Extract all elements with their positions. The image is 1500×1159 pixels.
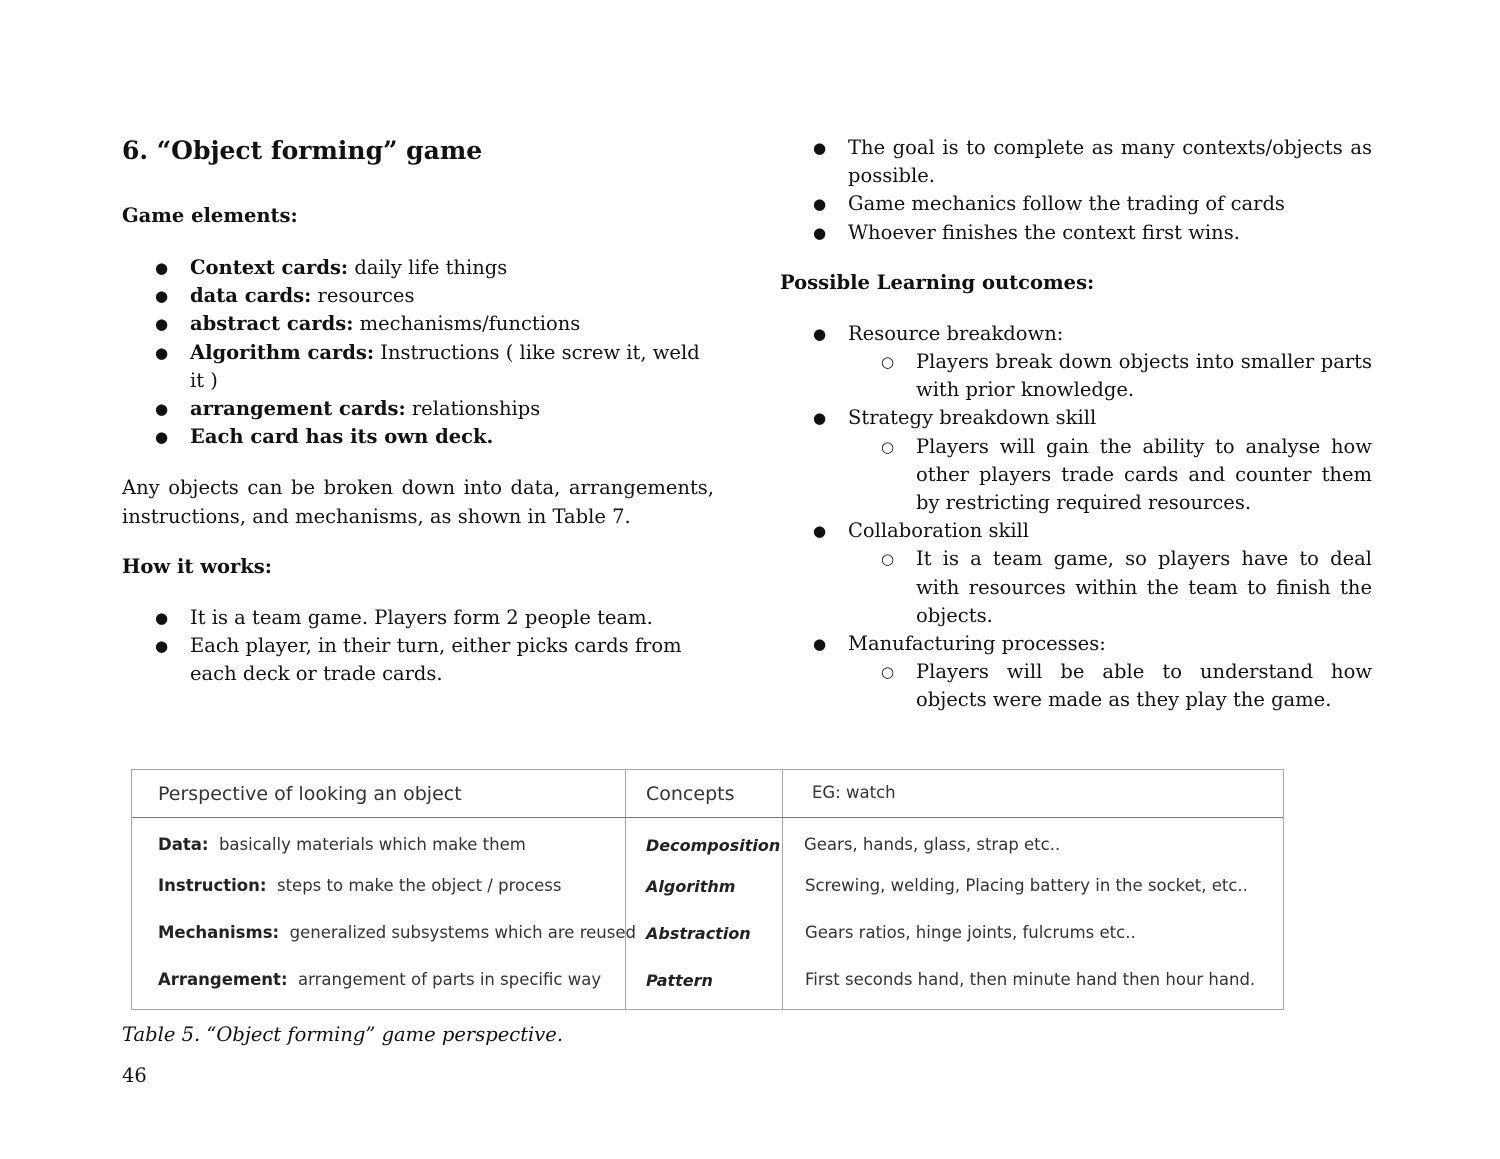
list-item: ● Each card has its own deck. <box>122 423 714 451</box>
list-item: ● Whoever finishes the context first wins. <box>780 219 1372 247</box>
sub-list-item: ○ Players will be able to understand how objects were made as they play the game. <box>848 658 1372 714</box>
concept-cell: Decomposition <box>646 836 781 855</box>
table-row: Instruction: steps to make the object / process <box>158 876 562 895</box>
header-divider <box>132 817 1283 818</box>
example-cell: Gears ratios, hinge joints, fulcrums etc.. <box>805 923 1136 942</box>
right-column <box>780 134 1372 715</box>
page-number: 46 <box>122 1064 147 1087</box>
how-it-works-list <box>122 604 714 689</box>
body-paragraph: Any objects can be broken down into data, arrangements, instructions, and mechanisms, as shown in Table 7. <box>122 476 714 528</box>
list-item: ● Game mechanics follow the trading of cards <box>780 190 1372 218</box>
list-item: ● Context cards: daily life things <box>122 254 714 282</box>
left-column <box>122 134 714 688</box>
sub-list-item: ○ Players will gain the ability to analyse how other players trade cards and counter them by restricting required resources. <box>848 433 1372 518</box>
list-item: ● abstract cards: mechanisms/functions <box>122 310 714 338</box>
list-item: ● It is a team game. Players form 2 people team. <box>122 604 714 632</box>
list-item: ● Resource breakdown: ○ Players break down objects into smaller parts with prior knowledge. <box>780 320 1372 405</box>
game-elements-heading: Game elements: <box>122 204 298 227</box>
example-cell: Screwing, welding, Placing battery in the socket, etc.. <box>805 876 1248 895</box>
how-it-works-heading: How it works: <box>122 554 272 578</box>
table-header-example: EG: watch <box>812 783 896 802</box>
list-item: ● data cards: resources <box>122 282 714 310</box>
table-header-concepts: Concepts <box>646 783 735 805</box>
list-item: ● Strategy breakdown skill ○ Players will gain the ability to analyse how other players trade cards and counter them by restricting required resources. <box>780 404 1372 517</box>
list-item: ● Manufacturing processes: ○ Players will be able to understand how objects were made as they play the game. <box>780 630 1372 715</box>
list-item: ● Collaboration skill ○ It is a team game, so players have to deal with resources within the team to finish the objects. <box>780 517 1372 630</box>
example-cell: First seconds hand, then minute hand then hour hand. <box>805 970 1256 989</box>
section-title: 6. “Object forming” game <box>122 136 483 165</box>
column-divider <box>782 770 783 1009</box>
table-row: Data: basically materials which make them <box>158 835 526 854</box>
example-cell: Gears, hands, glass, strap etc.. <box>804 835 1061 854</box>
learning-outcomes-list <box>780 320 1372 715</box>
list-item: ● Algorithm cards: Instructions ( like screw it, weld it ) <box>122 339 714 395</box>
sub-list-item: ○ Players break down objects into smaller parts with prior knowledge. <box>848 348 1372 404</box>
table-caption: Table 5. “Object forming” game perspective. <box>122 1023 564 1046</box>
table-row: Mechanisms: generalized subsystems which are reused <box>158 923 636 942</box>
concept-cell: Abstraction <box>646 924 751 943</box>
table-row: Arrangement: arrangement of parts in specific way <box>158 970 602 989</box>
game-elements-list <box>122 254 714 451</box>
sub-list-item: ○ It is a team game, so players have to deal with resources within the team to finish the objects. <box>848 545 1372 630</box>
rules-list <box>780 134 1372 247</box>
concept-cell: Pattern <box>646 971 713 990</box>
list-item: ● arrangement cards: relationships <box>122 395 714 423</box>
table-header-perspective: Perspective of looking an object <box>158 783 462 805</box>
concept-cell: Algorithm <box>646 877 736 896</box>
learning-outcomes-heading: Possible Learning outcomes: <box>780 270 1095 294</box>
perspective-table <box>131 769 1284 1010</box>
column-divider <box>625 770 626 1009</box>
list-item: ● The goal is to complete as many contexts/objects as possible. <box>780 134 1372 190</box>
list-item: ● Each player, in their turn, either picks cards from each deck or trade cards. <box>122 632 714 688</box>
